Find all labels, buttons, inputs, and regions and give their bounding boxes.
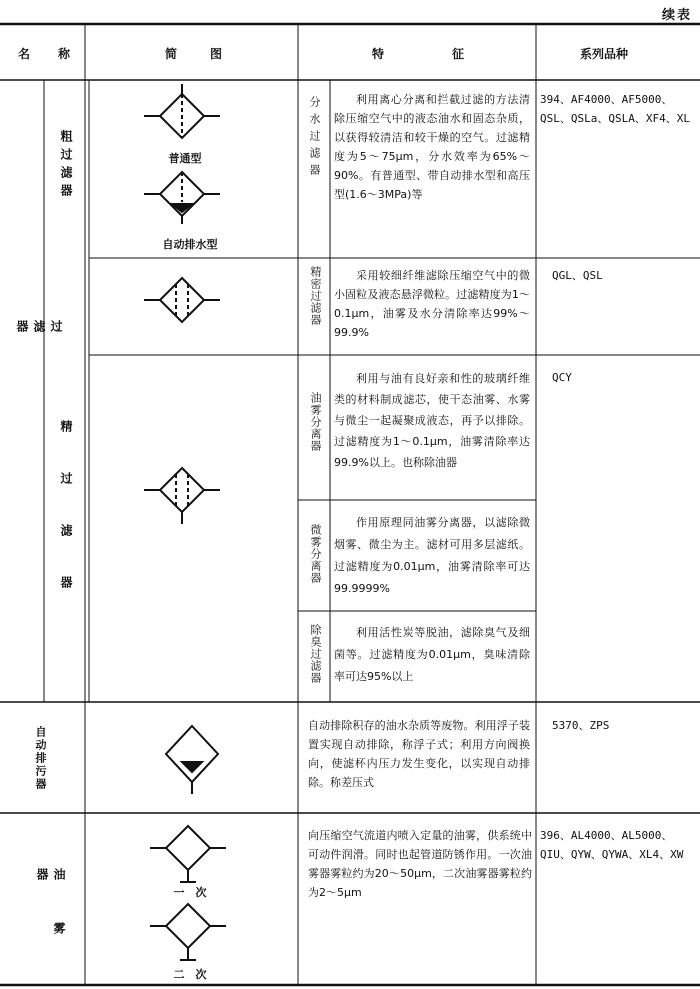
header-feature-a: 特 [372,47,385,61]
header-diagram-b: 图 [210,47,223,61]
filter-auto-drain-symbol [140,160,240,240]
fine-filter-name: 精过滤器 [59,420,73,628]
feature-micro-mist-separator: 作用原理同油雾分离器，以滤除微烟雾、微尘为主。滤材可用多层滤纸。过滤精度为0.01μm，油雾清除率可达99.9999% [334,516,530,595]
caption-secondary-lubricator: 二 次 [173,968,207,981]
coarse-filter-name: 粗过滤器 [59,130,73,202]
lubricator-name: 油 雾 器 [35,868,66,948]
feature-water-separator: 利用离心分离和拦截过滤的方法清除压缩空气中的液态油水和固态杂质，以获得较清洁和较干燥的空气。过滤精度为5～75μm，分水效率为65%～90%。有普通型、带自动排水型和高压型(1.6～3MPa)等 [334,93,530,201]
type-micro-mist-separator: 微雾分离器 [309,524,322,584]
continued-label: 续表 [661,8,692,23]
header-name-b: 称 [58,47,71,61]
filter-oil-mist-symbol [140,456,240,546]
auto-drain-symbol [140,722,240,812]
lubricator-secondary-symbol [140,896,240,976]
series-water-separator: 394、AF4000、AF5000、QSL、QSLa、QSLA、XF4、XL [540,93,690,125]
type-water-separator: 分水过滤器 [308,96,321,181]
series-oil-mist-separator: QCY [552,371,572,384]
type-deodor-filter: 除臭过滤器 [309,624,322,684]
feature-precision-filter: 采用较细纤维滤除压缩空气中的微小固粒及液态悬浮微粒。过滤精度为1～0.1μm，油雾及水分清除率达99%～99.9% [334,269,530,339]
category-filter: 过 滤 器 [15,320,63,398]
feature-lubricator: 向压缩空气流道内喷入定量的油雾，供系统中可动件润滑。同时也起管道防锈作用。一次油雾器雾粒约为20～50μm，二次油雾器雾粒约为2～5μm [308,829,532,899]
filter-precision-symbol [140,268,240,348]
auto-drain-name: 自动排污器 [34,726,47,791]
type-precision-filter: 精密过滤器 [309,266,322,326]
header-feature-b: 征 [452,47,465,61]
caption-auto-drain-type: 自动排水型 [162,238,218,251]
feature-deodor-filter: 利用活性炭等脱油，滤除臭气及细菌等。过滤精度为0.01μm，臭味清除率可达95%以上 [334,626,530,683]
feature-oil-mist-separator: 利用与油有良好亲和性的玻璃纤维类的材料制成滤芯，使干态油雾、水雾与微尘一起凝聚成液态，再予以排除。过滤精度为1～0.1μm，油雾清除率达99.9%以上。也称除油器 [334,372,530,469]
header-series: 系列品种 [580,47,629,61]
header-diagram-a: 简 [165,47,178,61]
series-precision-filter: QGL、QSL [552,269,603,282]
type-oil-mist-separator: 油雾分离器 [309,392,322,452]
caption-primary-lubricator: 一 次 [173,886,207,899]
feature-auto-drain: 自动排除积存的油水杂质等废物。利用浮子装置实现自动排除，称浮子式；利用方向阀换向，使滤杯内压力发生变化，以实现自动排除。称差压式 [308,719,530,789]
series-lubricator: 396、AL4000、AL5000、QIU、QYW、QYWA、XL4、XW [540,829,684,861]
series-auto-drain: 5370、ZPS [552,719,610,732]
caption-normal-type: 普通型 [168,152,202,165]
header-name-a: 名 [18,47,31,61]
